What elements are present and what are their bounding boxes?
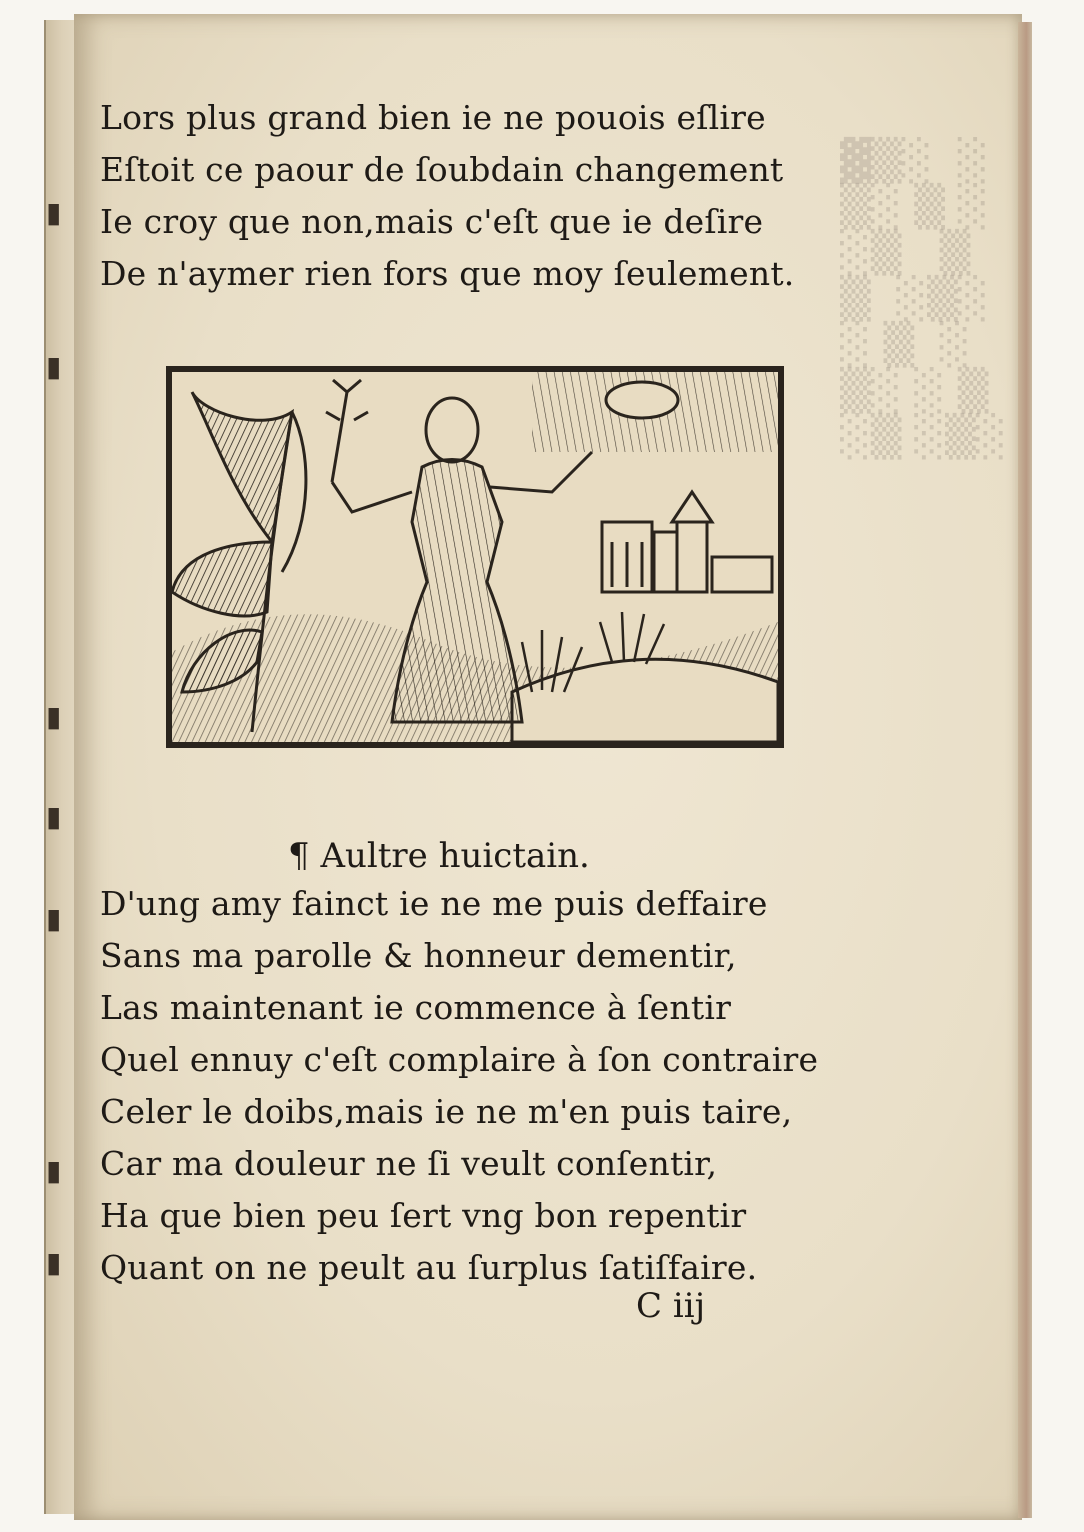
verse-line: Ha que bien peu ſert vng bon repentir xyxy=(100,1196,747,1235)
verse-line: Lors plus grand bien ie ne pouois eſlire xyxy=(100,98,766,137)
facing-page-fragment: ▮ xyxy=(46,1154,62,1187)
verse-line: Ie croy que non,mais c'eſt que ie deſire xyxy=(100,202,764,241)
verse-line: Car ma douleur ne ſi veult conſentir, xyxy=(100,1144,718,1183)
verse-stanza-huictain xyxy=(100,878,818,1294)
verse-line: Eſtoit ce paour de ſoubdain changement xyxy=(100,150,784,189)
verse-line: Las maintenant ie commence à ſentir xyxy=(100,988,732,1027)
facing-page-fragment: ▮ xyxy=(46,700,62,733)
section-heading: ¶ Aultre huictain. xyxy=(288,836,590,876)
woodcut-scene xyxy=(172,372,778,742)
verse-stanza-top xyxy=(100,92,794,300)
verse-line: Quel ennuy c'eſt complaire à ſon contraire xyxy=(100,1040,819,1079)
page-fore-edge xyxy=(1018,22,1032,1518)
facing-page-fragment: ▮ xyxy=(46,902,62,935)
facing-page-fragment: ▮ xyxy=(46,196,62,229)
verse-line: Quant on ne peult au ſurplus ſatiſfaire. xyxy=(100,1248,758,1287)
woodcut-illustration xyxy=(166,366,784,748)
facing-page-fragment: ▮ xyxy=(46,1246,62,1279)
verse-line: D'ung amy fainct ie ne me puis deffaire xyxy=(100,884,768,923)
folio-signature: C iij xyxy=(636,1286,706,1326)
verse-line: De n'aymer rien fors que moy ſeulement. xyxy=(100,254,795,293)
verse-line: Sans ma parolle & honneur dementir, xyxy=(100,936,737,975)
facing-page-fragment: ▮ xyxy=(46,350,62,383)
facing-page-fragment: ▮ xyxy=(46,800,62,833)
verse-line: Celer le doibs,mais ie ne m'en puis taire, xyxy=(100,1092,793,1131)
cloud xyxy=(606,382,678,418)
